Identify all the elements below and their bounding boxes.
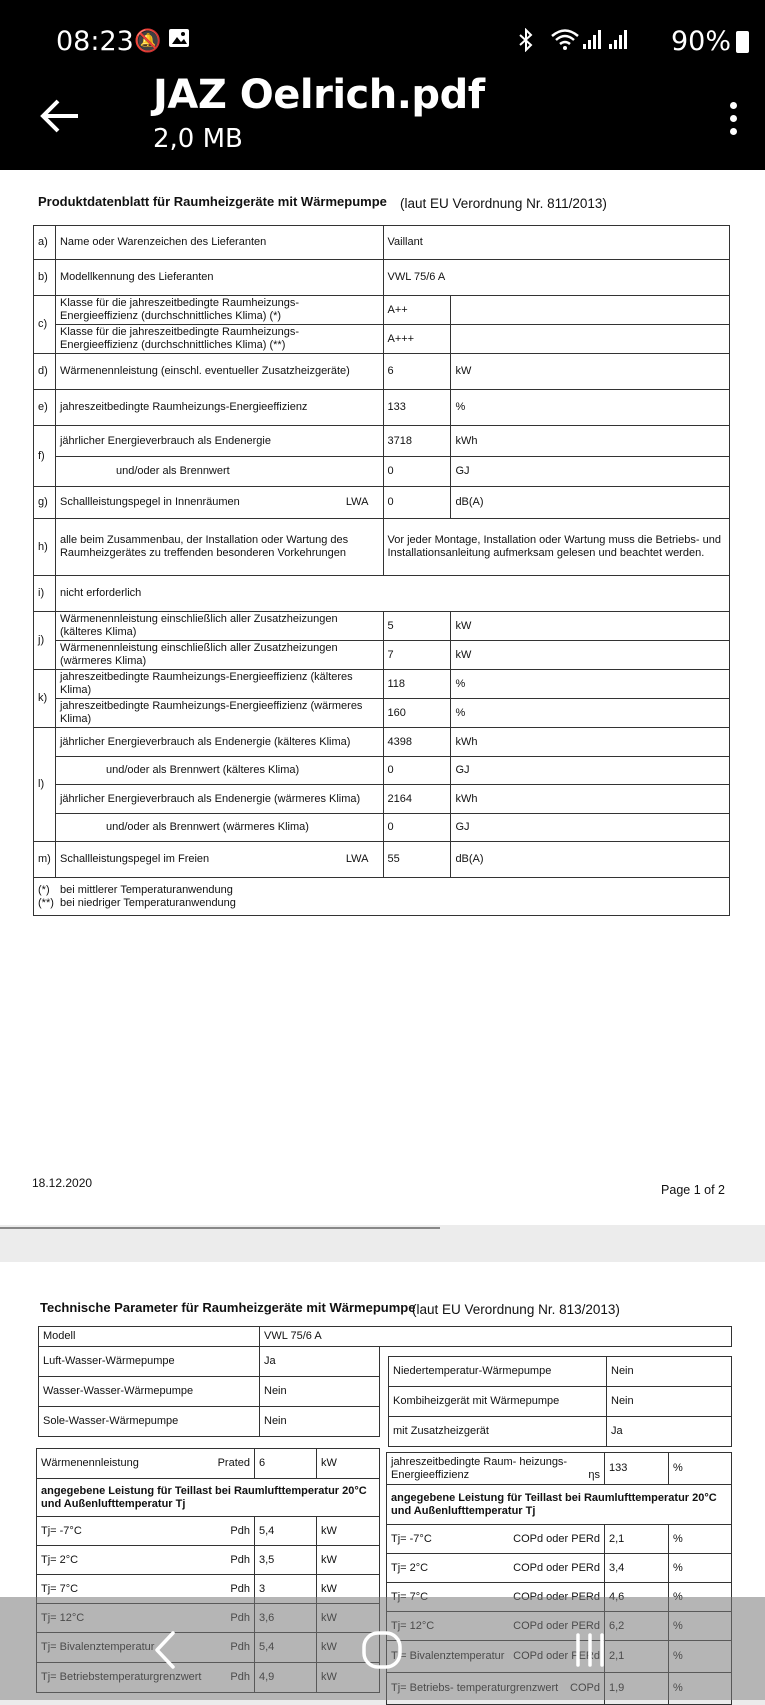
- efficiency-symbol: ηs: [588, 1468, 600, 1481]
- row-value: 0: [383, 757, 451, 785]
- image-icon: [168, 28, 190, 54]
- pdh-symbol: Pdh: [230, 1553, 250, 1566]
- row-label: m): [34, 842, 56, 878]
- cop-symbol: COPd oder PERd: [513, 1561, 600, 1574]
- footnote-text: bei niedriger Temperaturanwendung: [60, 896, 236, 909]
- efficiency-label: jahreszeitbedingte Raum- heizungs-Energieeffizienz: [391, 1455, 568, 1481]
- tj-label: Tj= 7°C: [41, 1582, 79, 1595]
- option-value: Ja: [607, 1417, 732, 1447]
- row-label: e): [34, 390, 56, 426]
- model-value: VWL 75/6 A: [260, 1327, 732, 1347]
- row-text: Wärmenennleistung einschließlich aller Zusatzheizungen (wärmeres Klima): [55, 641, 383, 670]
- row-unit: %: [451, 670, 730, 699]
- page-number: Page 1 of 2: [661, 1183, 725, 1197]
- row-text: Wärmenennleistung einschließlich aller Zusatzheizungen (kälteres Klima): [55, 612, 383, 641]
- row-value: 6: [383, 354, 451, 390]
- row-label: g): [34, 487, 56, 519]
- row-value: A+++: [383, 325, 451, 354]
- row-value: 0: [383, 457, 451, 487]
- battery-level: 90%: [670, 26, 731, 57]
- efficiency-value: 133: [605, 1453, 669, 1485]
- footnote-mark: (*): [38, 883, 50, 896]
- partload-heading: angegebene Leistung für Teillast bei Raumlufttemperatur 20°C und Außenlufttemperatur Tj: [37, 1479, 380, 1517]
- row-text: und/oder als Brennwert: [55, 457, 383, 487]
- tj-label: Tj= -7°C: [41, 1524, 82, 1537]
- row-text: Klasse für die jahreszeitbedingte Raumheizungs- Energieeffizienz (durchschnittliches Klima) (**): [55, 325, 383, 354]
- row-unit: dB(A): [451, 487, 730, 519]
- type-label: Luft-Wasser-Wärmepumpe: [39, 1347, 260, 1377]
- tj-label: Tj= 2°C: [391, 1561, 429, 1574]
- app-bar: [0, 60, 765, 170]
- row-unit: kWh: [451, 728, 730, 757]
- row-text: Schallleistungspegel im Freien: [59, 853, 210, 865]
- row-value: 2164: [383, 785, 451, 814]
- cop-value: 3,4: [605, 1554, 669, 1583]
- partload-heading: angegebene Leistung für Teillast bei Raumlufttemperatur 20°C und Außenlufttemperatur Tj: [387, 1485, 732, 1525]
- pdh-unit: kW: [317, 1546, 380, 1575]
- model-label: Modell: [39, 1327, 260, 1347]
- model-table: [38, 1326, 732, 1347]
- type-value: Nein: [260, 1377, 380, 1407]
- more-options-icon[interactable]: [727, 102, 739, 138]
- row-label: c): [34, 296, 56, 354]
- row-text: alle beim Zusammenbau, der Installation oder Wartung des Raumheizgerätes zu treffenden besonderen Vorkehrungen: [55, 519, 383, 576]
- document-date: 18.12.2020: [32, 1176, 93, 1190]
- nav-back-icon[interactable]: [135, 1625, 195, 1675]
- tj-label: Tj= 2°C: [41, 1553, 79, 1566]
- row-unit: kW: [451, 641, 730, 670]
- pdh-symbol: Pdh: [230, 1582, 250, 1595]
- row-text: Schallleistungspegel in Innenräumen: [59, 496, 240, 508]
- row-label: b): [34, 260, 56, 296]
- row-value: 55: [383, 842, 451, 878]
- product-data-table: [33, 225, 730, 916]
- efficiency-unit: %: [669, 1453, 732, 1485]
- page-title-reference: (laut EU Verordnung Nr. 813/2013): [412, 1302, 620, 1317]
- row-unit: kW: [451, 354, 730, 390]
- page-title: Produktdatenblatt für Raumheizgeräte mit Wärmepumpe: [38, 194, 387, 209]
- row-unit: kWh: [451, 785, 730, 814]
- signal-icon: [582, 28, 604, 56]
- row-label: k): [34, 670, 56, 728]
- option-label: Niedertemperatur-Wärmepumpe: [389, 1357, 607, 1387]
- row-text: Modellkennung des Lieferanten: [55, 260, 383, 296]
- row-value: 133: [383, 390, 451, 426]
- row-unit: GJ: [451, 757, 730, 785]
- file-title: JAZ Oelrich.pdf: [153, 72, 485, 118]
- row-text: Name oder Warenzeichen des Lieferanten: [55, 226, 383, 260]
- page-title: Technische Parameter für Raumheizgeräte mit Wärmepumpe: [40, 1300, 416, 1315]
- footnote-text: bei mittlerer Temperaturanwendung: [60, 883, 233, 896]
- row-text: jahreszeitbedingte Raumheizungs-Energieeffizienz: [55, 390, 383, 426]
- pdh-unit: kW: [317, 1575, 380, 1604]
- cop-value: 2,1: [605, 1525, 669, 1554]
- row-text: Wärmenennleistung (einschl. eventueller Zusatzheizgeräte): [55, 354, 383, 390]
- cop-unit: %: [669, 1525, 732, 1554]
- signal-icon: [608, 28, 630, 56]
- page-title-reference: (laut EU Verordnung Nr. 811/2013): [400, 196, 607, 211]
- option-value: Nein: [607, 1357, 732, 1387]
- rated-value: 6: [255, 1449, 317, 1479]
- row-label: a): [34, 226, 56, 260]
- option-value: Nein: [607, 1387, 732, 1417]
- row-unit: GJ: [451, 814, 730, 842]
- row-label: d): [34, 354, 56, 390]
- cop-unit: %: [669, 1554, 732, 1583]
- cop-symbol: COPd oder PERd: [513, 1532, 600, 1545]
- row-value: 0: [383, 487, 451, 519]
- row-text: Klasse für die jahreszeitbedingte Raumheizungs- Energieeffizienz (durchschnittliches Klima) (*): [55, 296, 383, 325]
- back-arrow-icon[interactable]: [38, 96, 82, 136]
- pdh-unit: kW: [317, 1517, 380, 1546]
- row-value: 0: [383, 814, 451, 842]
- row-unit: %: [451, 699, 730, 728]
- heat-pump-type-table: [38, 1346, 380, 1437]
- row-label: j): [34, 612, 56, 670]
- row-value: Vor jeder Montage, Installation oder Wartung muss die Betriebs- und Installationsanleitung aufmerksam gelesen und beachtet werden.: [383, 519, 730, 576]
- row-value: Vaillant: [383, 226, 730, 260]
- row-text: jahreszeitbedingte Raumheizungs-Energieeffizienz (kälteres Klima): [55, 670, 383, 699]
- system-navigation-bar: [0, 1597, 765, 1700]
- wifi-icon: [550, 28, 580, 56]
- nav-home-icon[interactable]: [352, 1625, 412, 1675]
- row-value: 3718: [383, 426, 451, 457]
- row-text: nicht erforderlich: [55, 576, 729, 612]
- row-value: 7: [383, 641, 451, 670]
- row-value: 160: [383, 699, 451, 728]
- file-size: 2,0 MB: [153, 124, 243, 154]
- rated-unit: kW: [317, 1449, 380, 1479]
- row-symbol: LWA: [345, 853, 369, 865]
- pdh-value: 5,4: [255, 1517, 317, 1546]
- row-text: jährlicher Energieverbrauch als Endenergie: [55, 426, 383, 457]
- row-label: f): [34, 426, 56, 487]
- row-unit: dB(A): [451, 842, 730, 878]
- footnotes: [34, 878, 730, 916]
- pdf-page-1[interactable]: [0, 170, 765, 1225]
- row-label: l): [34, 728, 56, 842]
- type-label: Wasser-Wasser-Wärmepumpe: [39, 1377, 260, 1407]
- mute-icon: 🔕: [134, 28, 162, 53]
- battery-icon: [736, 31, 749, 53]
- row-value: VWL 75/6 A: [383, 260, 730, 296]
- nav-recent-apps-icon[interactable]: [560, 1625, 620, 1675]
- row-label: i): [34, 576, 56, 612]
- pdh-value: 3,5: [255, 1546, 317, 1575]
- row-value: 4398: [383, 728, 451, 757]
- row-text: jährlicher Energieverbrauch als Endenergie (wärmeres Klima): [55, 785, 383, 814]
- clock: 08:23: [56, 26, 134, 57]
- row-text: jahreszeitbedingte Raumheizungs-Energieeffizienz (wärmeres Klima): [55, 699, 383, 728]
- tj-label: Tj= -7°C: [391, 1532, 432, 1545]
- row-text: und/oder als Brennwert (wärmeres Klima): [55, 814, 383, 842]
- footnote-mark: (**): [38, 896, 54, 909]
- row-symbol: LWA: [345, 496, 369, 508]
- row-unit: %: [451, 390, 730, 426]
- row-text: und/oder als Brennwert (kälteres Klima): [55, 757, 383, 785]
- row-value: 118: [383, 670, 451, 699]
- type-value: Ja: [260, 1347, 380, 1377]
- option-label: Kombiheizgerät mit Wärmepumpe: [389, 1387, 607, 1417]
- page-separator: [0, 1227, 765, 1262]
- row-value: A++: [383, 296, 451, 325]
- type-value: Nein: [260, 1407, 380, 1437]
- option-label: mit Zusatzheizgerät: [389, 1417, 607, 1447]
- row-text: jährlicher Energieverbrauch als Endenergie (kälteres Klima): [55, 728, 383, 757]
- heat-pump-options-table: [388, 1356, 732, 1447]
- row-unit: kWh: [451, 426, 730, 457]
- row-label: h): [34, 519, 56, 576]
- rated-symbol: Prated: [217, 1457, 250, 1469]
- type-label: Sole-Wasser-Wärmepumpe: [39, 1407, 260, 1437]
- row-unit: GJ: [451, 457, 730, 487]
- row-unit: kW: [451, 612, 730, 641]
- row-value: 5: [383, 612, 451, 641]
- pdh-value: 3: [255, 1575, 317, 1604]
- rated-label: Wärmenennleistung: [41, 1457, 139, 1469]
- pdh-symbol: Pdh: [230, 1524, 250, 1537]
- bluetooth-icon: [518, 28, 534, 58]
